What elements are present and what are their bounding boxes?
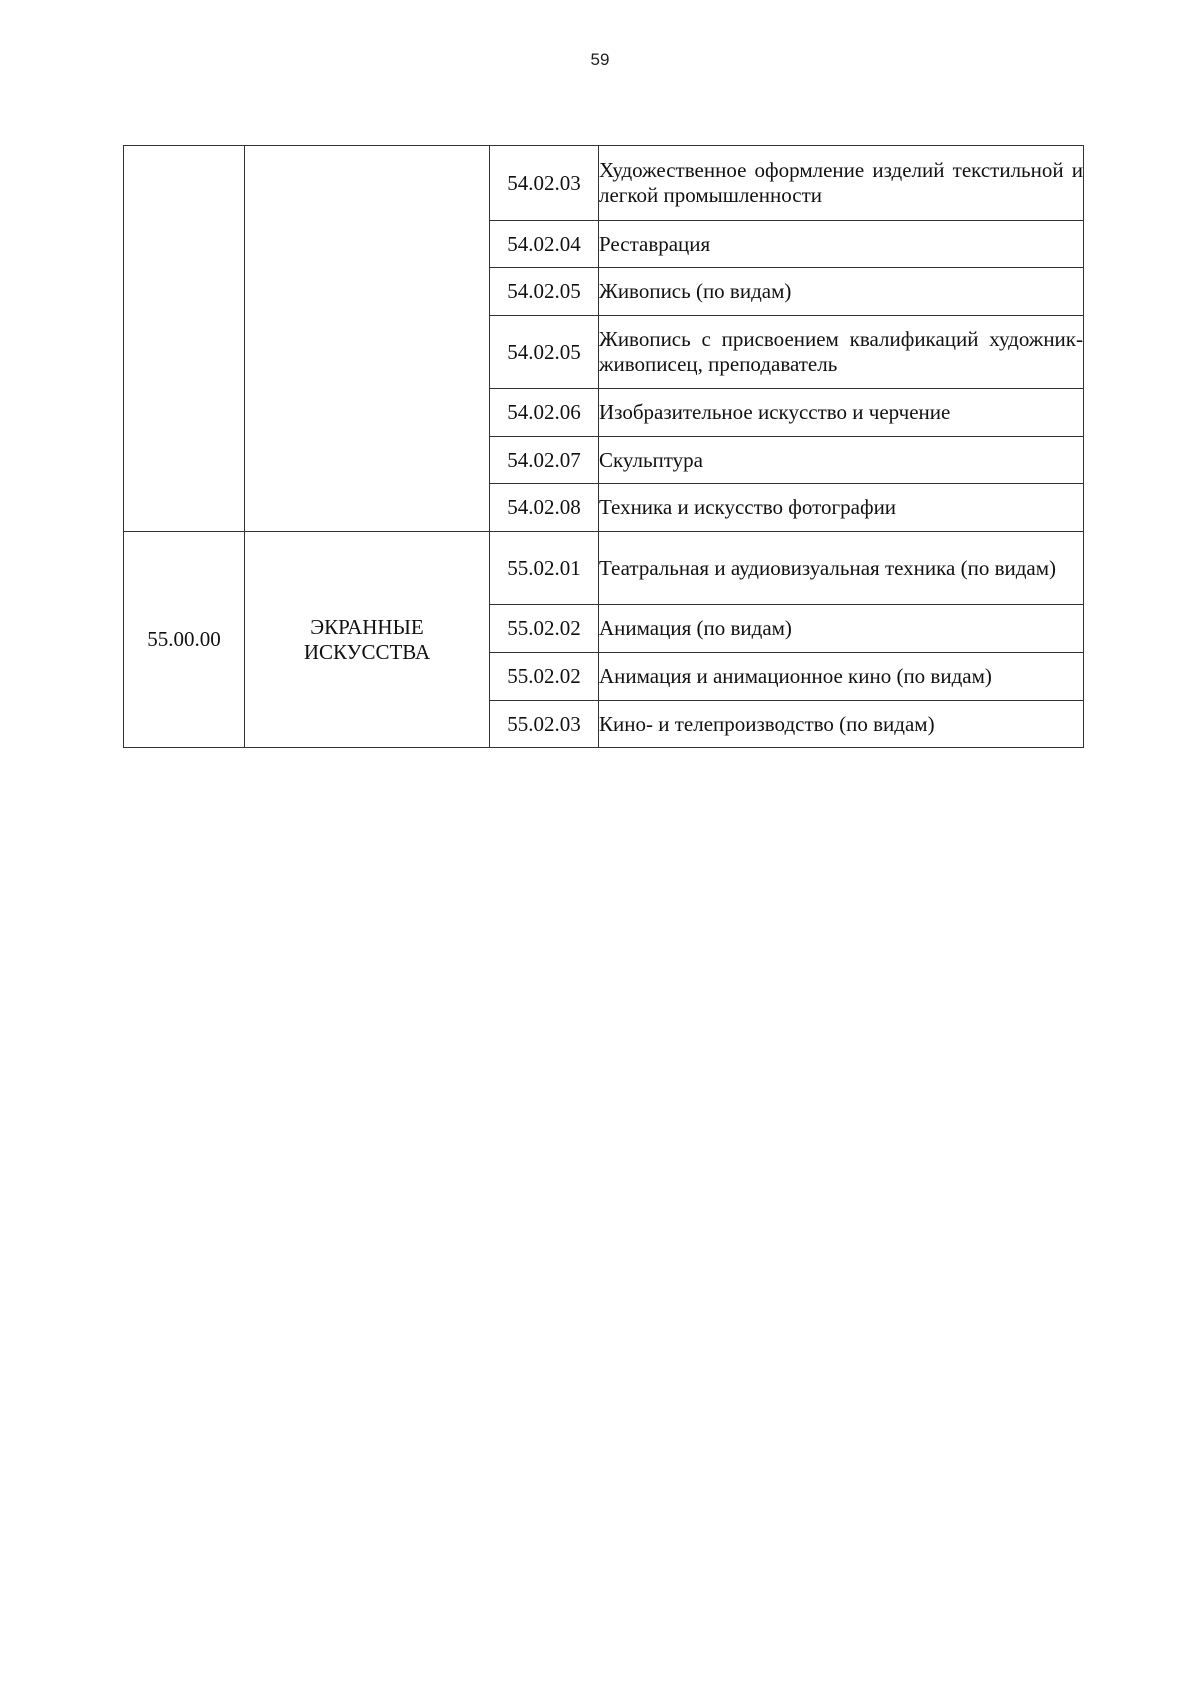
group-code-cell: 55.00.00 [124,532,245,748]
specialty-code: 55.02.03 [490,701,599,748]
table-row [124,146,1084,221]
specialty-name-text: Техника и искусство фотографии [599,495,897,519]
group-code-cell [124,146,245,532]
specialty-name-text: Анимация (по видам) [599,616,792,640]
specialty-name-text: Реставрация [599,231,711,256]
specialty-code: 55.02.02 [490,653,599,701]
specialty-name [599,701,1084,748]
specialty-code: 54.02.07 [490,437,599,484]
specialty-name-text: Художественное оформление изделий текстильной и легкой промышленности [599,158,1083,207]
specialty-name [599,605,1084,653]
specialty-name-text: Театральная и аудиовизуальная техника (по видам) [599,555,1057,580]
specialty-name-text: Живопись (по видам) [599,279,792,303]
specialty-code: 55.02.01 [490,532,599,605]
specialty-name [599,532,1084,605]
specialty-code: 54.02.06 [490,389,599,437]
specialty-code: 54.02.05 [490,316,599,389]
page-number: 59 [590,50,610,69]
group-name-cell [245,532,490,748]
specialty-code: 55.02.02 [490,605,599,653]
group-name-text: ЭКРАННЫЕ ИСКУССТВА [303,614,431,664]
specialty-code: 54.02.08 [490,484,599,532]
specialty-name-text: Изобразительное искусство и черчение [599,400,951,424]
specialty-name [599,268,1084,316]
specialty-name [599,484,1084,532]
specialty-code: 54.02.04 [490,221,599,268]
group-name-cell [245,146,490,532]
specialty-name [599,316,1084,389]
specialty-name [599,437,1084,484]
specialty-name-text: Живопись с присвоением квалификаций художник-живописец, преподаватель [599,327,1083,376]
specialty-name [599,653,1084,701]
specialty-name-text: Кино- и телепроизводство (по видам) [599,711,935,736]
specialty-name [599,146,1084,221]
specialty-name [599,389,1084,437]
specialties-table [123,145,1084,748]
specialty-name-text: Скульптура [599,447,704,472]
specialty-name-text: Анимация и анимационное кино (по видам) [599,664,992,688]
specialty-code: 54.02.05 [490,268,599,316]
specialty-code: 54.02.03 [490,146,599,221]
table-row [124,532,1084,605]
specialty-name [599,221,1084,268]
